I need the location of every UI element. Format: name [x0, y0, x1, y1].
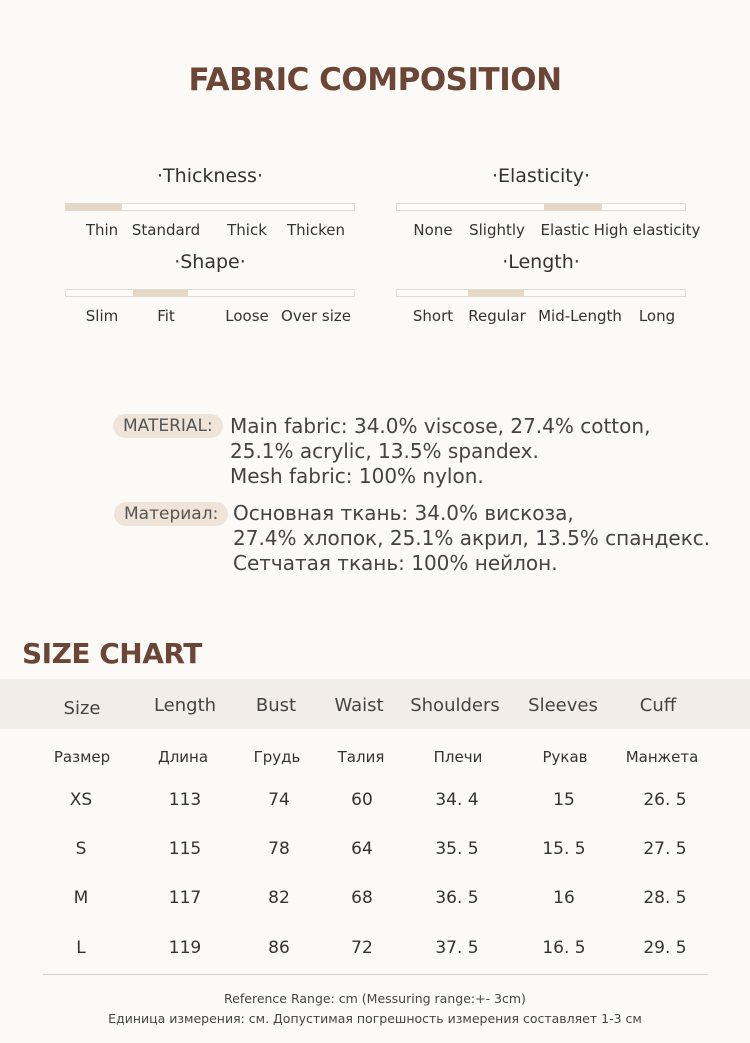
table-cell: 35. 5 — [435, 839, 479, 859]
table-cell: Манжета — [625, 748, 699, 766]
table-cell: 119 — [168, 938, 202, 958]
elasticity-option: Elastic — [540, 221, 590, 239]
table-cell: 27. 5 — [643, 839, 687, 859]
table-cell: 29. 5 — [643, 938, 687, 958]
table-cell: XS — [69, 790, 93, 810]
table-cell: 72 — [351, 938, 373, 958]
table-divider — [43, 974, 708, 975]
material-text-en — [230, 414, 650, 489]
shape-selected-fill — [133, 290, 188, 296]
table-cell: 117 — [168, 888, 202, 908]
table-cell: Размер — [53, 748, 111, 766]
thickness-selected-fill — [66, 204, 122, 210]
table-cell: 15 — [553, 790, 575, 810]
table-cell: 82 — [268, 888, 290, 908]
table-cell: 36. 5 — [435, 888, 479, 908]
elasticity-title: ·Elasticity· — [491, 165, 591, 187]
material-line: Сетчатая ткань: 100% нейлон. — [233, 551, 558, 575]
header-cell: Sleeves — [528, 695, 598, 716]
table-cell: 26. 5 — [643, 790, 687, 810]
table-cell: Длина — [157, 748, 209, 766]
elasticity-option: None — [413, 221, 453, 239]
elasticity-selected-fill — [544, 204, 602, 210]
thickness-scale — [65, 165, 355, 241]
header-cell: Length — [153, 695, 217, 716]
header-cell: Size — [63, 698, 101, 719]
size-table-header — [0, 679, 750, 729]
shape-option: Loose — [225, 307, 269, 325]
table-cell: 37. 5 — [435, 938, 479, 958]
table-cell: 115 — [168, 839, 202, 859]
table-row — [0, 938, 750, 968]
shape-option: Fit — [157, 307, 175, 325]
header-cell: Cuff — [639, 695, 677, 716]
length-bar — [396, 289, 686, 297]
length-option: Mid-Length — [538, 307, 622, 325]
size-chart-title: SIZE CHART — [22, 637, 202, 670]
material-label-en: MATERIAL: — [113, 414, 223, 438]
thickness-title: ·Thickness· — [157, 165, 263, 187]
table-cell: 64 — [351, 839, 373, 859]
length-option: Short — [412, 307, 454, 325]
table-cell: 78 — [268, 839, 290, 859]
header-cell: Bust — [255, 695, 297, 716]
table-cell: M — [73, 888, 89, 908]
length-selected-fill — [468, 290, 524, 296]
shape-bar — [65, 289, 355, 297]
material-line: Основная ткань: 34.0% вискоза, — [233, 501, 574, 525]
material-line: Main fabric: 34.0% viscose, 27.4% cotton, — [230, 414, 651, 438]
reference-note-en: Reference Range: cm (Messuring range:+- 3cm) — [224, 991, 526, 1006]
table-cell: 86 — [268, 938, 290, 958]
thickness-option: Thicken — [287, 221, 345, 239]
length-scale — [396, 251, 686, 327]
table-cell: 16 — [553, 888, 575, 908]
elasticity-bar — [396, 203, 686, 211]
thickness-option: Thick — [227, 221, 267, 239]
table-cell: 15. 5 — [542, 839, 586, 859]
thickness-option: Thin — [85, 221, 119, 239]
page-title: FABRIC COMPOSITION — [188, 62, 562, 98]
length-option: Long — [638, 307, 676, 325]
table-cell: Рукав — [542, 748, 588, 766]
table-cell: 16. 5 — [542, 938, 586, 958]
table-cell: 74 — [268, 790, 290, 810]
table-cell: 34. 4 — [435, 790, 479, 810]
table-cell: 113 — [168, 790, 202, 810]
reference-note-ru: Единица измерения: см. Допустимая погрешность измерения составляет 1-3 см — [108, 1011, 642, 1026]
header-cell: Shoulders — [410, 695, 500, 716]
length-title: ·Length· — [502, 251, 580, 273]
table-cell: 60 — [351, 790, 373, 810]
table-cell: Талия — [337, 748, 385, 766]
shape-option: Slim — [85, 307, 119, 325]
table-row — [0, 839, 750, 869]
table-cell: S — [75, 839, 87, 859]
table-cell: Грудь — [253, 748, 301, 766]
table-cell: 28. 5 — [643, 888, 687, 908]
material-text-ru — [233, 501, 710, 576]
shape-scale — [65, 251, 355, 327]
length-option: Regular — [468, 307, 526, 325]
shape-title: ·Shape· — [174, 251, 246, 273]
table-cell: Плечи — [433, 748, 483, 766]
elasticity-scale — [396, 165, 701, 241]
header-cell: Waist — [334, 695, 384, 716]
table-row — [0, 888, 750, 918]
material-label-ru: Материал: — [114, 502, 228, 526]
material-line: Mesh fabric: 100% nylon. — [230, 464, 484, 488]
shape-option: Over size — [281, 307, 351, 325]
thickness-bar — [65, 203, 355, 211]
table-row-ru-headers — [0, 748, 750, 778]
table-cell: L — [76, 938, 86, 958]
table-cell: 68 — [351, 888, 373, 908]
material-line: 25.1% acrylic, 13.5% spandex. — [230, 439, 539, 463]
elasticity-option: High elasticity — [593, 221, 701, 239]
thickness-option: Standard — [131, 221, 201, 239]
elasticity-option: Slightly — [469, 221, 525, 239]
table-row — [0, 790, 750, 820]
material-line: 27.4% хлопок, 25.1% акрил, 13.5% спандекс. — [233, 526, 711, 550]
